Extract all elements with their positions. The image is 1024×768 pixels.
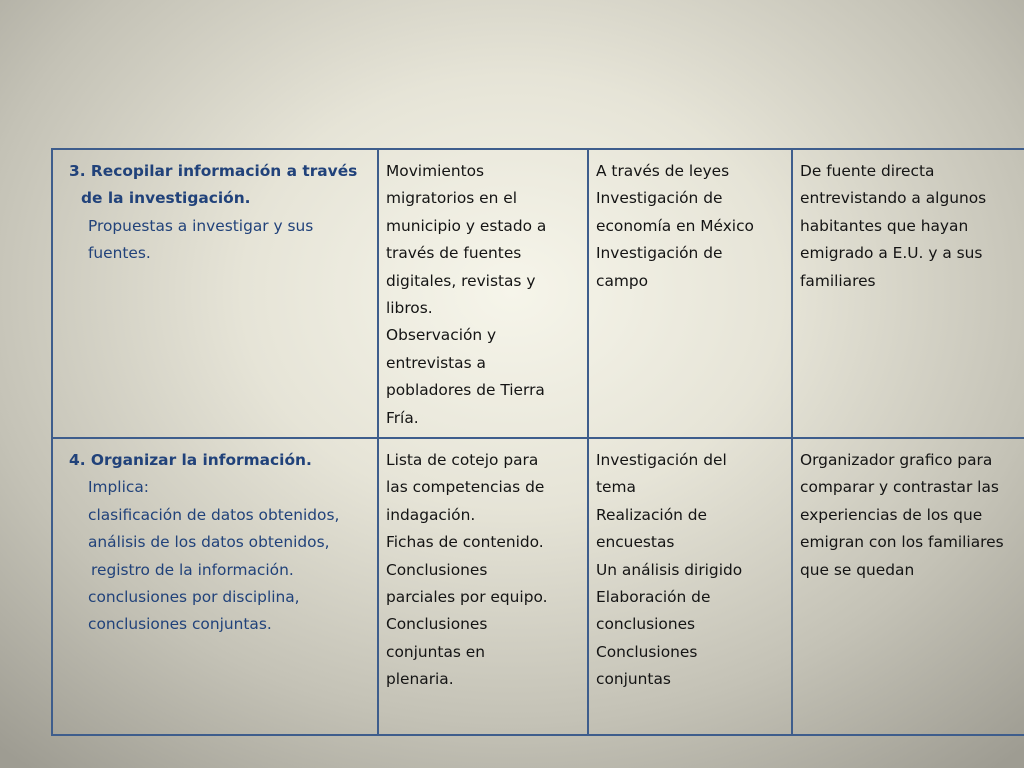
cell-line: que se quedan: [800, 560, 915, 579]
step-detail-line: conclusiones conjuntas.: [88, 615, 272, 634]
step-detail-line: Propuestas a investigar y sus: [88, 216, 314, 235]
cell-line: Fría.: [386, 408, 419, 427]
cell-line: emigrado a E.U. y a sus: [800, 244, 983, 263]
cell-line: las competencias de: [386, 478, 545, 497]
table-row: [52, 149, 1024, 438]
methods-cell: [588, 438, 792, 735]
cell-line: economía en México: [596, 216, 754, 235]
step-detail-line: registro de la información.: [91, 560, 294, 579]
cell-line: parciales por equipo.: [386, 588, 548, 607]
cell-line: conjuntas: [596, 670, 671, 689]
cell-line: Investigación del: [596, 451, 727, 469]
cell-line: digitales, revistas y: [386, 271, 536, 290]
cell-line: través de fuentes: [386, 244, 522, 263]
cell-line: indagación.: [386, 505, 476, 524]
cell-line: Investigación de: [596, 244, 723, 263]
cell-line: A través de leyes: [596, 162, 730, 180]
cell-line: conjuntas en: [386, 642, 486, 661]
cell-line: Un análisis dirigido: [596, 560, 743, 579]
sources-cell: [792, 149, 1024, 438]
cell-line: Movimientos: [386, 162, 485, 180]
step-heading-line: de la investigación.: [81, 189, 251, 208]
cell-line: campo: [596, 271, 649, 290]
cell-line: entrevistas a: [386, 353, 486, 372]
step-heading-line: 3. Recopilar información a través: [69, 162, 358, 180]
cell-line: Lista de cotejo para: [386, 451, 539, 469]
step-detail-line: clasificación de datos obtenidos,: [88, 505, 340, 524]
cell-line: conclusiones: [596, 615, 696, 634]
step-detail-line: conclusiones por disciplina,: [88, 588, 300, 607]
methods-cell: [588, 149, 792, 438]
cell-line: De fuente directa: [800, 162, 935, 180]
sources-cell: [792, 438, 1024, 735]
cell-line: entrevistando a algunos: [800, 189, 987, 208]
step-detail-line: fuentes.: [88, 244, 151, 263]
cell-line: familiares: [800, 271, 876, 290]
cell-line: Organizador grafico para: [800, 451, 993, 469]
cell-line: pobladores de Tierra: [386, 381, 545, 400]
cell-line: encuestas: [596, 533, 675, 552]
cell-line: habitantes que hayan: [800, 216, 969, 235]
cell-line: emigran con los familiares: [800, 533, 1004, 552]
cell-line: municipio y estado a: [386, 216, 547, 235]
cell-line: Fichas de contenido.: [386, 533, 544, 552]
activity-table: [51, 148, 1024, 736]
cell-line: libros.: [386, 299, 433, 318]
cell-line: Conclusiones: [386, 560, 488, 579]
cell-line: comparar y contrastar las: [800, 478, 999, 497]
table-row: [52, 438, 1024, 735]
step-detail-line: análisis de los datos obtenidos,: [88, 533, 330, 552]
cell-line: Elaboración de: [596, 588, 711, 607]
step-cell: [52, 438, 378, 735]
cell-line: Investigación de: [596, 189, 723, 208]
cell-line: migratorios en el: [386, 189, 518, 208]
cell-line: plenaria.: [386, 670, 454, 689]
step-cell: [52, 149, 378, 438]
cell-line: experiencias de los que: [800, 505, 983, 524]
cell-line: Conclusiones: [386, 615, 488, 634]
activities-cell: [378, 149, 588, 438]
step-heading-line: 4. Organizar la información.: [69, 451, 312, 469]
cell-line: Observación y: [386, 326, 497, 345]
step-detail-line: Implica:: [88, 478, 149, 497]
activities-cell: [378, 438, 588, 735]
cell-line: Conclusiones: [596, 642, 698, 661]
cell-line: tema: [596, 478, 636, 497]
cell-line: Realización de: [596, 505, 708, 524]
